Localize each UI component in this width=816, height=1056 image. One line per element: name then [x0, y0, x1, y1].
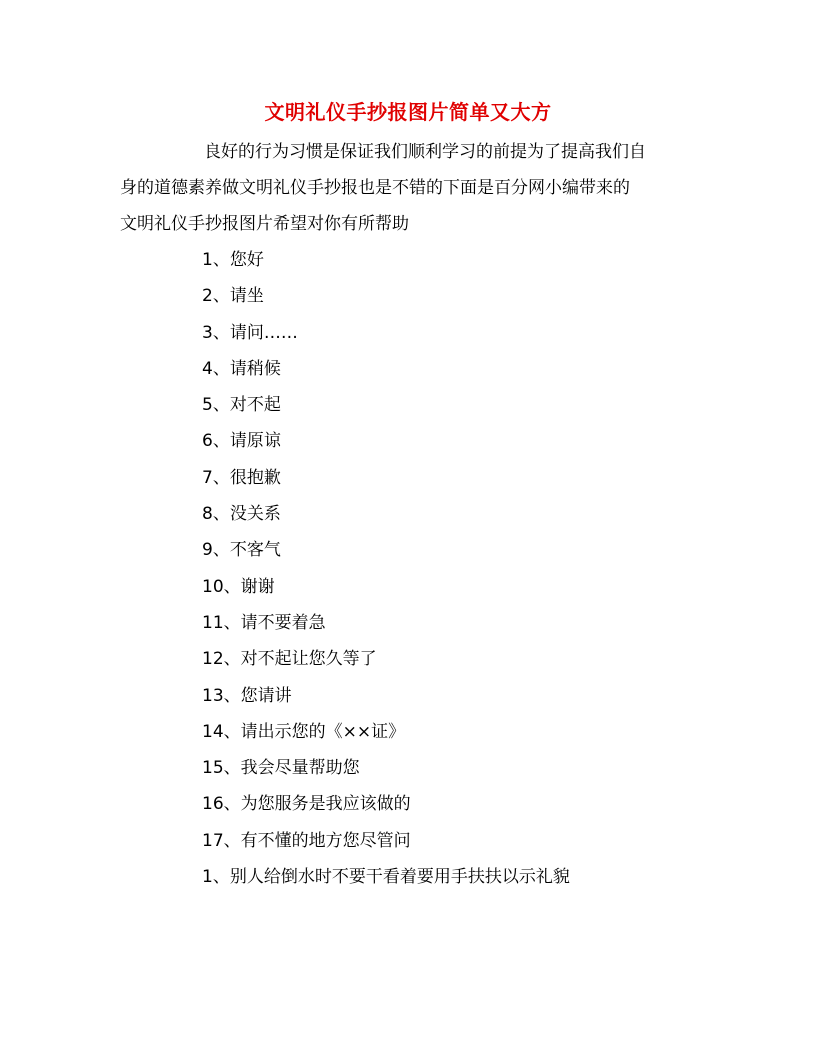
intro-line: 良好的行为习惯是保证我们顺利学习的前提为了提高我们自: [204, 142, 646, 162]
intro-line: 文明礼仪手抄报图片希望对你有所帮助: [120, 214, 409, 234]
list-item: 4、请稍候: [202, 358, 281, 379]
list-item: 1、别人给倒水时不要干看着要用手扶扶以示礼貌: [202, 867, 570, 888]
list-item: 7、很抱歉: [202, 467, 281, 488]
list-item: 3、请问……: [202, 322, 298, 343]
list-item: 5、对不起: [202, 395, 281, 416]
list-item: 17、有不懂的地方您尽管问: [202, 830, 411, 851]
intro-line: 身的道德素养做文明礼仪手抄报也是不错的下面是百分网小编带来的: [120, 178, 630, 198]
list-item: 11、请不要着急: [202, 612, 326, 633]
etiquette-phrase-list: [202, 242, 570, 895]
list-item: 1、您好: [202, 250, 264, 270]
list-item: 9、不客气: [202, 540, 281, 561]
list-item: 15、我会尽量帮助您: [202, 758, 360, 779]
list-item: 16、为您服务是我应该做的: [202, 794, 411, 815]
list-item: 2、请坐: [202, 286, 264, 307]
list-item: 12、对不起让您久等了: [202, 649, 377, 670]
list-item: 14、请出示您的《××证》: [202, 721, 406, 742]
list-item: 8、没关系: [202, 504, 281, 525]
page-title: 文明礼仪手抄报图片简单又大方: [264, 100, 552, 124]
list-item: 6、请原谅: [202, 431, 281, 452]
intro-paragraph: [120, 134, 700, 242]
list-item: 13、您请讲: [202, 685, 292, 706]
list-item: 10、谢谢: [202, 576, 275, 597]
